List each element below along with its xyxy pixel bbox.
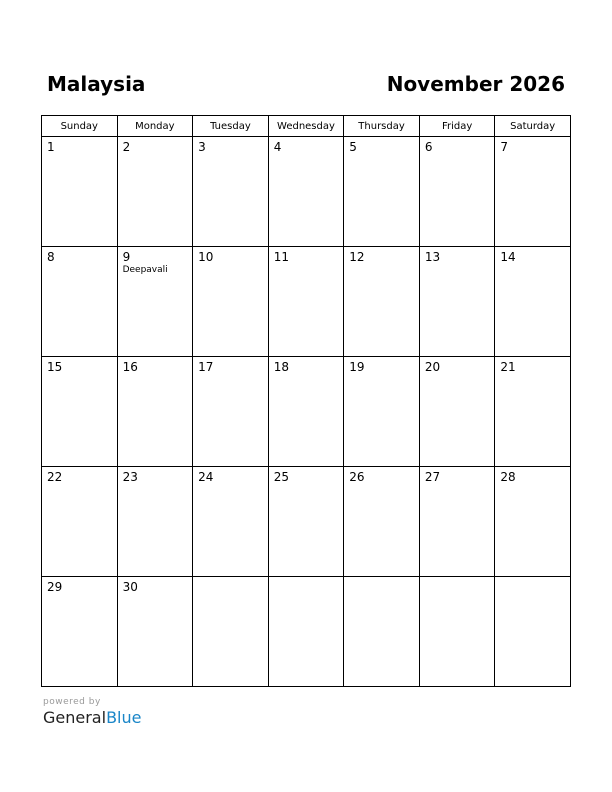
day-cell <box>117 357 193 467</box>
holiday-label <box>269 374 344 375</box>
holiday-label <box>344 374 419 375</box>
day-number: 26 <box>349 470 365 484</box>
day-cell <box>495 467 571 577</box>
footer <box>43 696 141 728</box>
day-number: 13 <box>424 250 441 264</box>
day-cell <box>268 577 344 687</box>
holiday-label <box>193 154 268 155</box>
holiday-label <box>118 154 193 155</box>
day-cell <box>193 247 269 357</box>
day-cell <box>268 357 344 467</box>
day-cell <box>42 467 118 577</box>
weekday-saturday: Saturday <box>495 116 571 137</box>
holiday-label <box>344 154 419 155</box>
day-cell <box>117 467 193 577</box>
holiday-label <box>420 374 495 375</box>
holiday-label <box>420 154 495 155</box>
day-cell <box>419 467 495 577</box>
day-cell <box>42 247 118 357</box>
day-cell <box>42 357 118 467</box>
day-number: 18 <box>273 360 289 374</box>
holiday-label <box>495 580 570 581</box>
day-cell <box>42 137 118 247</box>
day-number: 8 <box>47 250 55 264</box>
day-cell <box>344 467 420 577</box>
day-number: 28 <box>500 470 516 484</box>
day-cell <box>117 577 193 687</box>
holiday-label <box>42 374 117 375</box>
day-number: 25 <box>273 470 289 484</box>
holiday-label <box>420 264 495 265</box>
day-number: 16 <box>122 360 138 374</box>
holiday-label <box>495 264 570 265</box>
month-year-title: November 2026 <box>386 72 565 96</box>
day-number: 17 <box>198 360 214 374</box>
weekday-wednesday: Wednesday <box>268 116 344 137</box>
holiday-label <box>420 580 495 581</box>
day-cell <box>268 247 344 357</box>
day-number: 4 <box>273 140 282 154</box>
day-cell <box>193 137 269 247</box>
day-cell <box>268 137 344 247</box>
holiday-label <box>420 484 495 485</box>
holiday-label <box>269 264 344 265</box>
holiday-label <box>344 580 419 581</box>
holiday-label <box>118 594 193 595</box>
day-cell <box>419 137 495 247</box>
day-number: 22 <box>47 470 63 484</box>
day-number: 20 <box>424 360 441 374</box>
holiday-label <box>344 484 419 485</box>
day-cell <box>419 247 495 357</box>
holiday-label <box>193 264 268 265</box>
holiday-label <box>269 580 344 581</box>
week-row-2 <box>42 247 571 357</box>
day-number: 23 <box>122 470 138 484</box>
holiday-label <box>193 580 268 581</box>
holiday-label <box>269 154 344 155</box>
weekday-thursday: Thursday <box>344 116 420 137</box>
holiday-label: Deepavali <box>122 265 168 275</box>
day-cell <box>193 467 269 577</box>
weekday-sunday: Sunday <box>42 116 118 137</box>
day-cell <box>117 137 193 247</box>
day-number: 24 <box>198 470 214 484</box>
weekday-friday: Friday <box>419 116 495 137</box>
day-cell <box>268 467 344 577</box>
day-number: 15 <box>47 360 63 374</box>
day-number: 30 <box>122 580 138 594</box>
day-number: 5 <box>349 140 357 154</box>
day-number: 7 <box>500 140 509 154</box>
generalblue-logo[interactable] <box>43 708 141 728</box>
day-number: 1 <box>47 140 55 154</box>
weekday-tuesday: Tuesday <box>193 116 269 137</box>
brand-general: General <box>43 708 107 727</box>
day-cell <box>495 577 571 687</box>
week-row-3 <box>42 357 571 467</box>
holiday-label <box>269 484 344 485</box>
day-cell <box>344 247 420 357</box>
day-number: 27 <box>424 470 441 484</box>
holiday-label <box>495 374 570 375</box>
day-cell <box>419 357 495 467</box>
holiday-label <box>42 594 117 595</box>
week-row-5 <box>42 577 571 687</box>
day-number: 11 <box>273 250 289 264</box>
holiday-label <box>42 484 117 485</box>
day-cell <box>117 247 193 357</box>
holiday-label <box>193 374 268 375</box>
day-cell <box>344 137 420 247</box>
day-cell <box>42 577 118 687</box>
calendar-grid <box>41 115 571 687</box>
day-cell <box>344 357 420 467</box>
holiday-label <box>495 484 570 485</box>
day-number: 21 <box>500 360 516 374</box>
weekday-header-row <box>42 116 571 137</box>
day-cell <box>419 577 495 687</box>
country-title: Malaysia <box>47 72 146 96</box>
day-number: 2 <box>122 140 131 154</box>
weekday-monday: Monday <box>117 116 193 137</box>
day-number: 14 <box>500 250 516 264</box>
holiday-label <box>42 154 117 155</box>
day-number: 19 <box>349 360 365 374</box>
week-row-1 <box>42 137 571 247</box>
holiday-label <box>344 264 419 265</box>
day-number: 12 <box>349 250 365 264</box>
holiday-label <box>193 484 268 485</box>
day-cell <box>344 577 420 687</box>
holiday-label <box>118 484 193 485</box>
powered-by-text: powered by <box>43 697 101 707</box>
day-number: 6 <box>424 140 433 154</box>
day-number: 3 <box>198 140 206 154</box>
day-cell <box>495 357 571 467</box>
day-cell <box>495 137 571 247</box>
day-cell <box>193 357 269 467</box>
week-row-4 <box>42 467 571 577</box>
day-number: 10 <box>198 250 214 264</box>
holiday-label <box>118 374 193 375</box>
brand-blue: Blue <box>106 708 142 727</box>
holiday-label <box>495 154 570 155</box>
day-number: 29 <box>47 580 63 594</box>
day-number: 9 <box>122 250 131 264</box>
day-cell <box>193 577 269 687</box>
day-cell <box>495 247 571 357</box>
holiday-label <box>42 264 117 265</box>
